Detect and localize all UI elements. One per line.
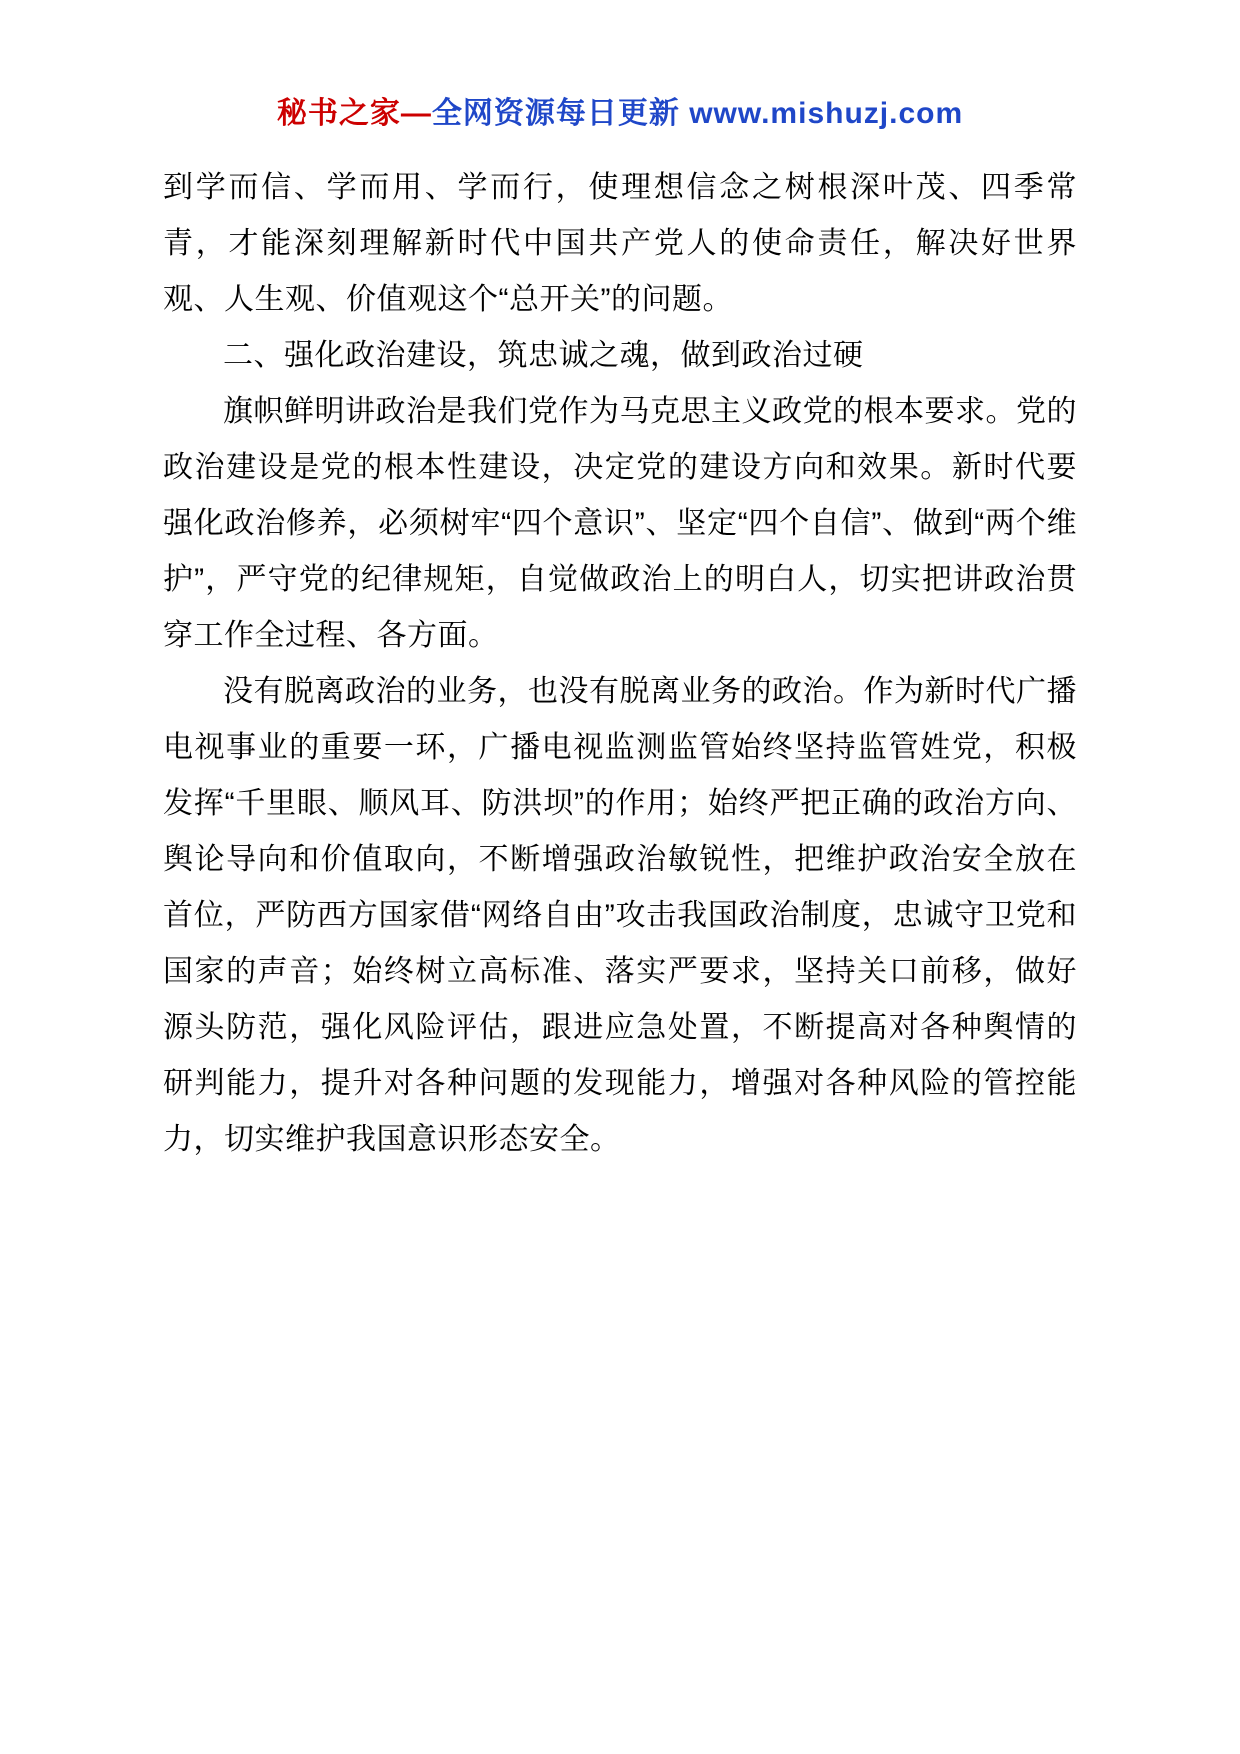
paragraph-continuation: 到学而信、学而用、学而行，使理想信念之树根深叶茂、四季常青，才能深刻理解新时代中国共产党人的使命责任，解决好世界观、人生观、价值观这个“总开关”的问题。: [163, 171, 1077, 316]
header-tagline: 全网资源每日更新: [431, 97, 690, 130]
page-header: [0, 0, 1240, 132]
site-url-link[interactable]: www.mishuzj.com: [689, 97, 964, 130]
paragraph: 没有脱离政治的业务，也没有脱离业务的政治。作为新时代广播电视事业的重要一环，广播电视监测监管始终坚持监管姓党，积极发挥“千里眼、顺风耳、防洪坝”的作用；始终严把正确的政治方向、舆论导向和价值取向，不断增强政治敏锐性，把维护政治安全放在首位，严防西方国家借“网络自由”攻击我国政治制度，忠诚守卫党和国家的声音；始终树立高标准、落实严要求，坚持关口前移，做好源头防范，强化风险评估，跟进应急处置，不断提高对各种舆情的研判能力，提升对各种问题的发现能力，增强对各种风险的管控能力，切实维护我国意识形态安全。: [163, 675, 1077, 1156]
site-name-dash: —: [400, 97, 432, 130]
paragraph: 旗帜鲜明讲政治是我们党作为马克思主义政党的根本要求。党的政治建设是党的根本性建设，决定党的建设方向和效果。新时代要强化政治修养，必须树牢“四个意识”、坚定“四个自信”、做到“两个维护”，严守党的纪律规矩，自觉做政治上的明白人，切实把讲政治贯穿工作全过程、各方面。: [163, 395, 1077, 652]
document-body: [163, 160, 1077, 1168]
site-name: 秘书之家: [276, 97, 401, 130]
section-heading: 二、强化政治建设，筑忠诚之魂，做到政治过硬: [223, 339, 864, 372]
